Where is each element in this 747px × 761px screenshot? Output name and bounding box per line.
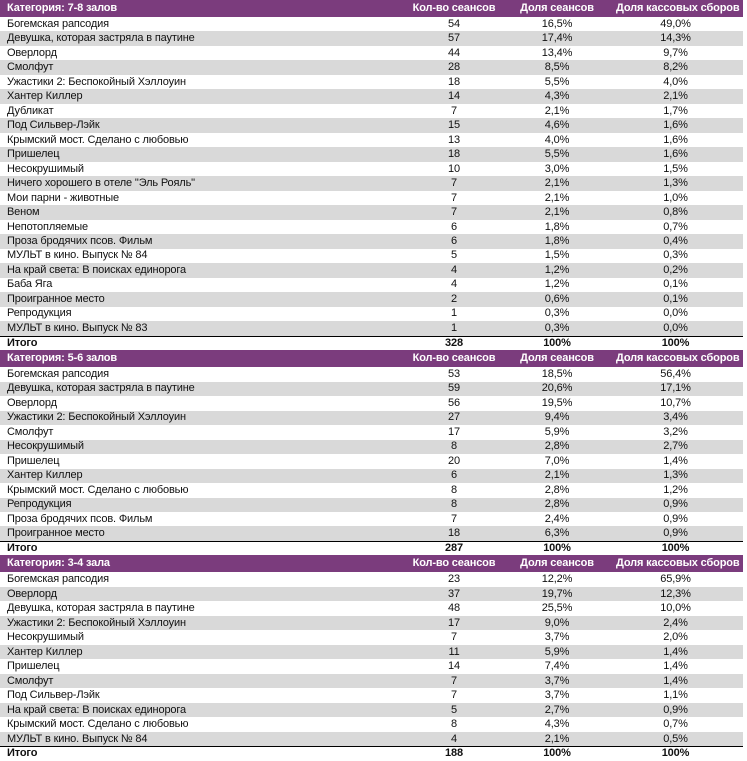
boxoffice-share-cell: 0,7% [663, 221, 688, 233]
movie-title-cell: Богемская рапсодия [7, 368, 109, 380]
movie-title-cell: Пришелец [7, 149, 60, 161]
boxoffice-share-cell: 1,4% [663, 455, 688, 467]
movie-title-cell: Ужастики 2: Беспокойный Хэллоуин [7, 412, 186, 424]
total-label-cell: Итого [7, 337, 38, 349]
table-row [0, 307, 743, 321]
column-header: Кол-во сеансов [412, 353, 496, 365]
table-row [0, 249, 743, 263]
sessions-count-cell: 54 [448, 18, 460, 30]
boxoffice-share-cell: 0,7% [663, 719, 688, 731]
movie-title-cell: Крымский мост. Сделано с любовью [7, 719, 189, 731]
movie-title-cell: Под Сильвер-Лэйк [7, 690, 100, 702]
movie-title-cell: Под Сильвер-Лэйк [7, 120, 100, 132]
section-header-row [0, 555, 743, 572]
table-row [0, 234, 743, 248]
section-title: Категория: 3-4 зала [7, 558, 110, 570]
total-sessions-count-cell: 287 [445, 543, 463, 555]
boxoffice-share-cell: 0,1% [663, 293, 688, 305]
boxoffice-share-cell: 1,3% [663, 470, 688, 482]
boxoffice-share-cell: 1,4% [663, 675, 688, 687]
sessions-share-cell: 2,8% [544, 499, 570, 511]
boxoffice-share-cell: 0,2% [663, 264, 688, 276]
sessions-share-cell: 9,4% [544, 412, 570, 424]
movie-title-cell: Несокрушимый [7, 632, 84, 644]
movie-title-cell: МУЛЬТ в кино. Выпуск № 83 [7, 322, 148, 334]
sessions-share-cell: 4,3% [544, 91, 570, 103]
column-header: Кол-во сеансов [412, 558, 496, 570]
boxoffice-share-cell: 2,7% [663, 441, 688, 453]
boxoffice-share-cell: 3,4% [663, 412, 688, 424]
table-row [0, 292, 743, 306]
table-row [0, 396, 743, 410]
table-row [0, 732, 743, 746]
boxoffice-share-cell: 1,1% [663, 690, 688, 702]
section-title: Категория: 7-8 залов [7, 3, 117, 14]
table-row [0, 162, 743, 176]
movie-title-cell: Ужастики 2: Беспокойный Хэллоуин [7, 76, 186, 88]
movie-title-cell: Непотопляемые [7, 221, 89, 233]
sessions-count-cell: 27 [448, 412, 460, 424]
boxoffice-share-cell: 1,3% [663, 178, 688, 190]
sessions-count-cell: 44 [448, 47, 460, 59]
table-row [0, 717, 743, 731]
sessions-count-cell: 7 [451, 207, 457, 219]
sessions-count-cell: 8 [451, 484, 457, 496]
boxoffice-share-cell: 0,5% [663, 733, 688, 745]
total-sessions-count-cell: 328 [445, 337, 463, 349]
boxoffice-share-cell: 1,4% [663, 646, 688, 658]
sessions-count-cell: 4 [451, 733, 457, 745]
boxoffice-share-cell: 49,0% [660, 18, 691, 30]
sessions-share-cell: 3,7% [544, 690, 570, 702]
sessions-share-cell: 2,1% [544, 207, 570, 219]
sessions-share-cell: 2,1% [544, 733, 570, 745]
table-row [0, 601, 743, 615]
sessions-share-cell: 0,3% [544, 308, 570, 320]
sessions-count-cell: 1 [451, 322, 457, 334]
sessions-share-cell: 2,1% [544, 470, 570, 482]
movie-title-cell: Ужастики 2: Беспокойный Хэллоуин [7, 617, 186, 629]
table-row [0, 46, 743, 60]
table-row [0, 674, 743, 688]
table-row [0, 454, 743, 468]
sessions-share-cell: 18,5% [541, 368, 573, 380]
table-row [0, 89, 743, 103]
sessions-count-cell: 7 [451, 105, 457, 117]
table-row [0, 659, 743, 673]
sessions-count-cell: 7 [451, 178, 457, 190]
boxoffice-share-cell: 1,6% [663, 134, 688, 146]
boxoffice-share-cell: 0,0% [663, 308, 688, 320]
sessions-count-cell: 4 [451, 264, 457, 276]
sessions-share-cell: 1,2% [544, 264, 570, 276]
sessions-share-cell: 3,0% [544, 163, 570, 175]
sessions-count-cell: 18 [448, 149, 460, 161]
column-header: Доля сеансов [520, 353, 594, 365]
movie-title-cell: Хантер Киллер [7, 470, 83, 482]
boxoffice-share-cell: 12,3% [660, 588, 691, 600]
sessions-share-cell: 2,1% [544, 178, 570, 190]
sessions-share-cell: 2,1% [544, 192, 570, 204]
table-row [0, 587, 743, 601]
sessions-count-cell: 6 [451, 470, 457, 482]
column-header: Доля кассовых сборов [616, 3, 740, 14]
sessions-count-cell: 6 [451, 236, 457, 247]
movie-title-cell: Пришелец [7, 661, 60, 673]
movie-title-cell: Проигранное место [7, 528, 105, 540]
total-boxoffice-share-cell: 100% [661, 543, 690, 555]
boxoffice-share-cell: 1,0% [663, 192, 688, 204]
column-header: Кол-во сеансов [412, 3, 496, 14]
movie-title-cell: Несокрушимый [7, 163, 84, 175]
boxoffice-share-cell: 56,4% [660, 368, 691, 380]
boxoffice-share-cell: 2,1% [663, 91, 688, 103]
boxoffice-share-cell: 1,7% [663, 105, 688, 117]
boxoffice-share-cell: 4,0% [663, 76, 688, 88]
movie-title-cell: МУЛЬТ в кино. Выпуск № 84 [7, 733, 148, 745]
table-row [0, 382, 743, 396]
boxoffice-share-cell: 1,6% [663, 149, 688, 161]
table-row [0, 147, 743, 161]
movie-title-cell: Репродукция [7, 308, 72, 320]
movie-title-cell: Девушка, которая застряла в паутине [7, 33, 195, 45]
table-row [0, 367, 743, 381]
sessions-share-cell: 5,9% [544, 646, 570, 658]
sessions-count-cell: 56 [448, 397, 460, 409]
sessions-count-cell: 6 [451, 221, 457, 233]
sessions-count-cell: 1 [451, 308, 457, 320]
movie-title-cell: Несокрушимый [7, 441, 84, 453]
table-row [0, 278, 743, 292]
sessions-share-cell: 0,3% [544, 322, 570, 334]
sessions-share-cell: 17,4% [541, 33, 573, 45]
sessions-count-cell: 14 [448, 661, 460, 673]
table-row [0, 703, 743, 717]
sessions-count-cell: 7 [451, 632, 457, 644]
sessions-share-cell: 2,1% [544, 105, 570, 117]
movie-title-cell: Баба Яга [7, 279, 53, 291]
table-row [0, 425, 743, 439]
column-header: Доля сеансов [520, 3, 594, 14]
sessions-share-cell: 25,5% [541, 603, 573, 615]
section-title: Категория: 5-6 залов [7, 353, 117, 365]
boxoffice-share-cell: 0,4% [663, 236, 688, 247]
total-sessions-share-cell: 100% [543, 748, 571, 760]
sessions-count-cell: 18 [448, 528, 460, 540]
table-row [0, 645, 743, 659]
table-row [0, 31, 743, 45]
total-sessions-share-cell: 100% [543, 337, 571, 349]
section-header-row [0, 350, 743, 367]
sessions-count-cell: 5 [451, 250, 457, 262]
sessions-share-cell: 2,8% [544, 441, 570, 453]
sessions-count-cell: 8 [451, 499, 457, 511]
column-header: Доля кассовых сборов [616, 353, 740, 365]
total-row [0, 336, 743, 350]
movie-title-cell: Ничего хорошего в отеле "Эль Рояль" [7, 178, 195, 190]
boxoffice-share-cell: 0,8% [663, 207, 688, 219]
sessions-share-cell: 16,5% [541, 18, 573, 30]
sessions-share-cell: 19,5% [541, 397, 573, 409]
boxoffice-share-cell: 0,9% [663, 513, 688, 525]
table-row [0, 75, 743, 89]
movie-title-cell: Оверлорд [7, 47, 57, 59]
sessions-share-cell: 5,9% [544, 426, 570, 438]
sessions-share-cell: 2,7% [544, 704, 570, 716]
sessions-count-cell: 11 [448, 646, 460, 658]
sessions-count-cell: 28 [448, 62, 460, 74]
sessions-share-cell: 2,4% [544, 513, 570, 525]
sessions-count-cell: 14 [448, 91, 460, 103]
sessions-share-cell: 12,2% [541, 574, 573, 586]
total-label-cell: Итого [7, 748, 38, 760]
sessions-share-cell: 3,7% [544, 632, 570, 644]
movie-title-cell: Богемская рапсодия [7, 574, 109, 586]
sessions-share-cell: 7,4% [544, 661, 570, 673]
sessions-share-cell: 4,3% [544, 719, 570, 731]
sessions-share-cell: 1,8% [544, 221, 570, 233]
boxoffice-share-cell: 1,6% [663, 120, 688, 132]
boxoffice-share-cell: 14,3% [660, 33, 691, 45]
table-row [0, 321, 743, 335]
sessions-count-cell: 2 [451, 293, 457, 305]
table-row [0, 572, 743, 586]
table-row [0, 104, 743, 118]
sessions-count-cell: 7 [451, 690, 457, 702]
movie-title-cell: Дубликат [7, 105, 54, 117]
table-row [0, 616, 743, 630]
sessions-count-cell: 8 [451, 441, 457, 453]
table-row [0, 411, 743, 425]
sessions-count-cell: 20 [448, 455, 460, 467]
sessions-count-cell: 4 [451, 279, 457, 291]
total-row [0, 541, 743, 555]
sessions-count-cell: 10 [448, 163, 460, 175]
total-label-cell: Итого [7, 543, 38, 555]
boxoffice-share-cell: 0,9% [663, 499, 688, 511]
sessions-share-cell: 5,5% [544, 149, 570, 161]
movie-title-cell: Смолфут [7, 426, 54, 438]
table-row [0, 133, 743, 147]
sessions-share-cell: 19,7% [541, 588, 573, 600]
movie-title-cell: Девушка, которая застряла в паутине [7, 383, 195, 395]
total-sessions-count-cell: 188 [445, 748, 463, 760]
sessions-count-cell: 5 [451, 704, 457, 716]
movie-title-cell: Мои парни - животные [7, 192, 120, 204]
sessions-share-cell: 1,5% [544, 250, 570, 262]
movie-title-cell: Оверлорд [7, 397, 57, 409]
total-boxoffice-share-cell: 100% [661, 748, 690, 760]
boxoffice-share-cell: 8,2% [663, 62, 688, 74]
boxoffice-share-cell: 0,9% [663, 528, 688, 540]
table-row [0, 469, 743, 483]
boxoffice-share-cell: 17,1% [660, 383, 691, 395]
table-row [0, 512, 743, 526]
movie-title-cell: Смолфут [7, 62, 54, 74]
boxoffice-share-cell: 0,9% [663, 704, 688, 716]
table-row [0, 17, 743, 31]
sessions-share-cell: 2,8% [544, 484, 570, 496]
movie-title-cell: Проза бродячих псов. Фильм [7, 236, 153, 247]
boxoffice-share-cell: 1,2% [663, 484, 688, 496]
sessions-share-cell: 4,0% [544, 134, 570, 146]
table-row [0, 498, 743, 512]
total-row [0, 746, 743, 760]
table-row [0, 176, 743, 190]
section-header-row [0, 0, 743, 17]
boxoffice-share-cell: 2,4% [663, 617, 688, 629]
movie-title-cell: Хантер Киллер [7, 91, 83, 103]
sessions-share-cell: 6,3% [544, 528, 570, 540]
boxoffice-share-cell: 9,7% [663, 47, 688, 59]
total-boxoffice-share-cell: 100% [661, 337, 690, 349]
movie-title-cell: Богемская рапсодия [7, 18, 109, 30]
movie-title-cell: На край света: В поисках единорога [7, 264, 186, 276]
movie-title-cell: Проигранное место [7, 293, 105, 305]
table-row [0, 60, 743, 74]
table-row [0, 526, 743, 540]
boxoffice-share-cell: 2,0% [663, 632, 688, 644]
boxoffice-share-cell: 0,3% [663, 250, 688, 262]
sessions-share-cell: 7,0% [544, 455, 570, 467]
table-row [0, 688, 743, 702]
boxoffice-share-cell: 3,2% [663, 426, 688, 438]
sessions-count-cell: 7 [451, 513, 457, 525]
table-row [0, 440, 743, 454]
movie-title-cell: Веном [7, 207, 40, 219]
sessions-share-cell: 8,5% [544, 62, 570, 74]
movie-title-cell: Хантер Киллер [7, 646, 83, 658]
boxoffice-share-cell: 10,0% [660, 603, 691, 615]
movie-title-cell: МУЛЬТ в кино. Выпуск № 84 [7, 250, 148, 262]
sessions-share-cell: 9,0% [544, 617, 570, 629]
movie-title-cell: Репродукция [7, 499, 72, 511]
sessions-count-cell: 8 [451, 719, 457, 731]
movie-title-cell: Девушка, которая застряла в паутине [7, 603, 195, 615]
table-row [0, 263, 743, 277]
sessions-share-cell: 1,8% [544, 236, 570, 247]
movie-title-cell: Крымский мост. Сделано с любовью [7, 484, 189, 496]
sessions-count-cell: 53 [448, 368, 460, 380]
sessions-count-cell: 7 [451, 675, 457, 687]
boxoffice-share-cell: 10,7% [660, 397, 691, 409]
movie-title-cell: На край света: В поисках единорога [7, 704, 186, 716]
sessions-share-cell: 20,6% [541, 383, 573, 395]
sessions-count-cell: 23 [448, 574, 460, 586]
column-header: Доля кассовых сборов [616, 558, 740, 570]
table-row [0, 118, 743, 132]
table-row [0, 483, 743, 497]
boxoffice-share-cell: 0,0% [663, 322, 688, 334]
boxoffice-share-cell: 1,4% [663, 661, 688, 673]
boxoffice-share-cell: 65,9% [660, 574, 691, 586]
sessions-share-cell: 4,6% [544, 120, 570, 132]
sessions-count-cell: 57 [448, 33, 460, 45]
column-header: Доля сеансов [520, 558, 594, 570]
total-sessions-share-cell: 100% [543, 543, 571, 555]
sessions-share-cell: 5,5% [544, 76, 570, 88]
sessions-count-cell: 13 [448, 134, 460, 146]
sessions-share-cell: 0,6% [544, 293, 570, 305]
movie-title-cell: Пришелец [7, 455, 60, 467]
sessions-count-cell: 18 [448, 76, 460, 88]
boxoffice-share-cell: 0,1% [663, 279, 688, 291]
boxoffice-share-cell: 1,5% [663, 163, 688, 175]
sessions-count-cell: 17 [448, 617, 460, 629]
sessions-count-cell: 48 [448, 603, 460, 615]
table-row [0, 191, 743, 205]
movie-title-cell: Оверлорд [7, 588, 57, 600]
movie-title-cell: Проза бродячих псов. Фильм [7, 513, 153, 525]
sessions-count-cell: 15 [448, 120, 460, 132]
sessions-count-cell: 37 [448, 588, 460, 600]
sessions-count-cell: 17 [448, 426, 460, 438]
table-row [0, 630, 743, 644]
sessions-count-cell: 59 [448, 383, 460, 395]
movie-title-cell: Крымский мост. Сделано с любовью [7, 134, 189, 146]
sessions-share-cell: 13,4% [541, 47, 573, 59]
sessions-share-cell: 1,2% [544, 279, 570, 291]
table-row [0, 220, 743, 234]
table-row [0, 205, 743, 219]
movie-title-cell: Смолфут [7, 675, 54, 687]
sessions-share-cell: 3,7% [544, 675, 570, 687]
sessions-count-cell: 7 [451, 192, 457, 204]
